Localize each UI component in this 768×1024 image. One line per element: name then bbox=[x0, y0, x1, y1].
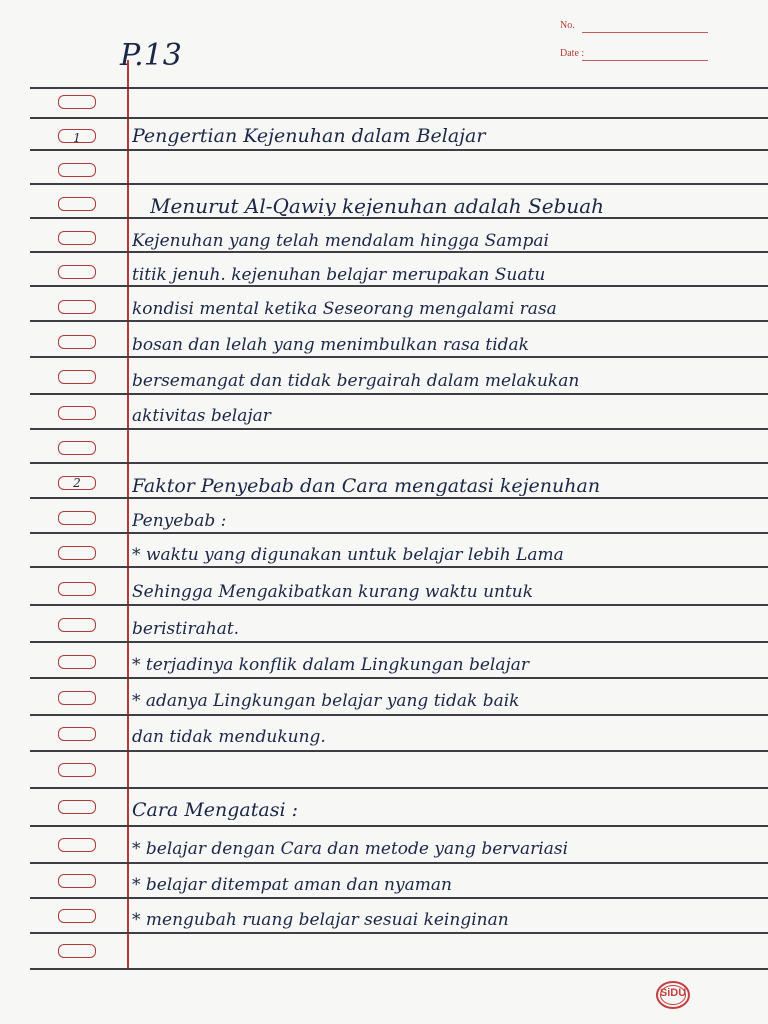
margin-line bbox=[127, 60, 129, 970]
list-item: * belajar dengan Cara dan metode yang bervariasi bbox=[132, 839, 569, 859]
ruled-line bbox=[30, 932, 768, 934]
ruled-line bbox=[30, 862, 768, 864]
ruled-line bbox=[30, 532, 768, 534]
margin-checkbox bbox=[58, 655, 96, 669]
margin-checkbox bbox=[58, 511, 96, 525]
margin-checkbox bbox=[58, 546, 96, 560]
margin-checkbox bbox=[58, 691, 96, 705]
margin-checkbox bbox=[58, 838, 96, 852]
margin-checkbox bbox=[58, 582, 96, 596]
margin-checkbox bbox=[58, 944, 96, 958]
margin-checkbox bbox=[58, 95, 96, 109]
ruled-line bbox=[30, 641, 768, 643]
text-line: bosan dan lelah yang menimbulkan rasa tidak bbox=[132, 335, 529, 355]
text-line: Menurut Al-Qawiy kejenuhan adalah Sebuah bbox=[150, 196, 605, 216]
ruled-line bbox=[30, 251, 768, 253]
margin-checkbox bbox=[58, 727, 96, 741]
ruled-line bbox=[30, 117, 768, 119]
ruled-line bbox=[30, 217, 768, 219]
section-number-2: 2 bbox=[73, 476, 81, 490]
ruled-line bbox=[30, 497, 768, 499]
margin-checkbox bbox=[58, 618, 96, 632]
ruled-line bbox=[30, 285, 768, 287]
ruled-line bbox=[30, 677, 768, 679]
ruled-line bbox=[30, 750, 768, 752]
text-line: Sehingga Mengakibatkan kurang waktu untuk bbox=[132, 582, 534, 602]
no-label: No. bbox=[560, 20, 575, 31]
page-number: P.13 bbox=[120, 38, 182, 73]
margin-checkbox bbox=[58, 370, 96, 384]
margin-checkbox bbox=[58, 909, 96, 923]
text-line: dan tidak mendukung. bbox=[132, 727, 326, 747]
ruled-line bbox=[30, 320, 768, 322]
text-line: kondisi mental ketika Seseorang mengalami rasa bbox=[132, 299, 557, 319]
date-label: Date : bbox=[560, 48, 585, 59]
ruled-line bbox=[30, 825, 768, 827]
ruled-line bbox=[30, 356, 768, 358]
margin-checkbox bbox=[58, 163, 96, 177]
ruled-line bbox=[30, 428, 768, 430]
brand-logo-text: SiDU bbox=[659, 987, 687, 999]
ruled-line bbox=[30, 968, 768, 970]
text-line: beristirahat. bbox=[132, 619, 240, 639]
ruled-line bbox=[30, 897, 768, 899]
margin-checkbox bbox=[58, 197, 96, 211]
margin-checkbox bbox=[58, 763, 96, 777]
section-1-heading: Pengertian Kejenuhan dalam Belajar bbox=[132, 126, 486, 146]
ruled-line bbox=[30, 393, 768, 395]
text-line: bersemangat dan tidak bergairah dalam melakukan bbox=[132, 371, 580, 391]
margin-checkbox bbox=[58, 800, 96, 814]
list-item: * adanya Lingkungan belajar yang tidak baik bbox=[132, 691, 520, 711]
list-item: * terjadinya konflik dalam Lingkungan belajar bbox=[132, 655, 529, 675]
text-line: titik jenuh. kejenuhan belajar merupakan Suatu bbox=[132, 265, 546, 285]
section-2-heading: Faktor Penyebab dan Cara mengatasi kejenuhan bbox=[132, 476, 601, 496]
cara-mengatasi-heading: Cara Mengatasi : bbox=[132, 800, 298, 820]
margin-checkbox bbox=[58, 231, 96, 245]
margin-checkbox bbox=[58, 874, 96, 888]
margin-checkbox bbox=[58, 300, 96, 314]
margin-checkbox bbox=[58, 441, 96, 455]
ruled-line bbox=[30, 183, 768, 185]
date-field-line bbox=[582, 60, 708, 61]
ruled-line bbox=[30, 714, 768, 716]
margin-checkbox bbox=[58, 406, 96, 420]
ruled-line bbox=[30, 149, 768, 151]
text-line: aktivitas belajar bbox=[132, 406, 271, 426]
text-line: Kejenuhan yang telah mendalam hingga Sampai bbox=[132, 231, 549, 251]
ruled-line bbox=[30, 787, 768, 789]
no-field-line bbox=[582, 32, 708, 33]
section-number-1: 1 bbox=[73, 131, 81, 145]
ruled-line bbox=[30, 566, 768, 568]
list-item: * belajar ditempat aman dan nyaman bbox=[132, 875, 452, 895]
ruled-line bbox=[30, 87, 768, 89]
margin-checkbox bbox=[58, 335, 96, 349]
margin-checkbox bbox=[58, 265, 96, 279]
text-line: Penyebab : bbox=[132, 511, 227, 531]
ruled-line bbox=[30, 604, 768, 606]
ruled-line bbox=[30, 462, 768, 464]
list-item: * waktu yang digunakan untuk belajar lebih Lama bbox=[132, 545, 564, 565]
list-item: * mengubah ruang belajar sesuai keinginan bbox=[132, 910, 509, 930]
